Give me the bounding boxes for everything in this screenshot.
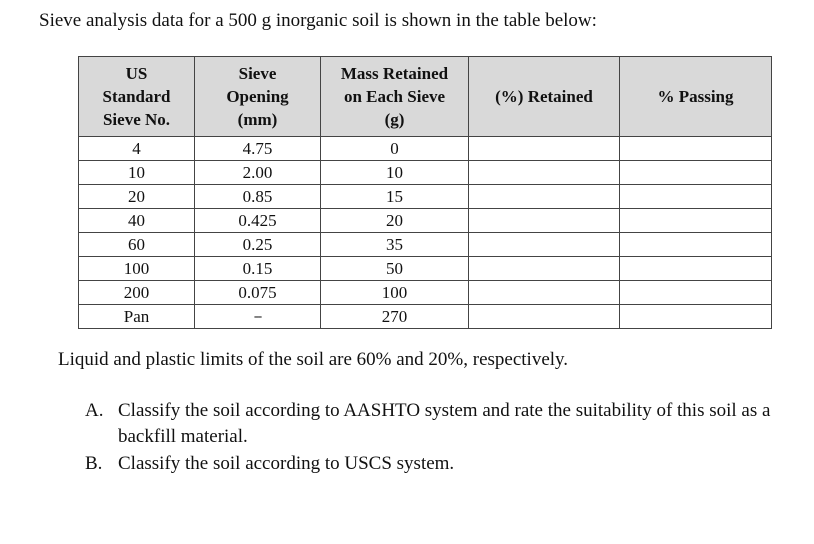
table-header-row [79, 57, 772, 137]
header-line: Mass Retained [340, 64, 449, 83]
question-list [82, 398, 802, 478]
percent-retained-cell [469, 281, 620, 305]
sieve-no-cell: 40 [79, 209, 195, 233]
table-row [79, 305, 772, 329]
sieve-no-cell: 20 [79, 185, 195, 209]
mass-retained-cell: 100 [321, 281, 469, 305]
sieve-opening-cell: 0.075 [195, 281, 321, 305]
question-item [82, 398, 802, 450]
percent-retained-cell [469, 161, 620, 185]
header-line: % Passing [657, 87, 734, 106]
percent-passing-cell [620, 257, 772, 281]
sieve-no-cell: Pan [79, 305, 195, 329]
table-row [79, 209, 772, 233]
sieve-opening-cell: 4.75 [195, 137, 321, 161]
header-sieve-opening [195, 57, 321, 137]
percent-passing-cell [620, 305, 772, 329]
percent-passing-cell [620, 137, 772, 161]
header-line: (mm) [237, 110, 278, 129]
sieve-opening-cell: -- [195, 305, 321, 329]
header-line: Sieve No. [102, 110, 171, 129]
mass-retained-cell: 15 [321, 185, 469, 209]
sieve-no-cell: 10 [79, 161, 195, 185]
header-line: on Each Sieve [343, 87, 446, 106]
sieve-no-cell: 60 [79, 233, 195, 257]
header-percent-retained [469, 57, 620, 137]
header-sieve-no [79, 57, 195, 137]
sieve-analysis-table [78, 56, 772, 329]
sieve-opening-cell: 0.85 [195, 185, 321, 209]
mass-retained-cell: 10 [321, 161, 469, 185]
sieve-no-cell: 200 [79, 281, 195, 305]
table-row [79, 233, 772, 257]
header-line: Standard [102, 87, 171, 106]
sieve-opening-cell: 0.15 [195, 257, 321, 281]
intro-text: Sieve analysis data for a 500 g inorganic soil is shown in the table below: [39, 10, 597, 31]
percent-passing-cell [620, 209, 772, 233]
limits-text: Liquid and plastic limits of the soil are 60% and 20%, respectively. [58, 349, 569, 370]
header-line: (%) Retained [495, 87, 593, 106]
header-mass-retained [321, 57, 469, 137]
question-letter: B. [85, 453, 103, 474]
question-item [82, 451, 802, 477]
header-line: (g) [384, 110, 405, 129]
percent-passing-cell [620, 281, 772, 305]
percent-retained-cell [469, 137, 620, 161]
question-letter: A. [85, 400, 104, 421]
header-line: US [125, 64, 148, 83]
table-row [79, 161, 772, 185]
question-text: Classify the soil according to AASHTO system and rate the suitability of this soil as a backfill material. [118, 400, 771, 447]
table-row [79, 137, 772, 161]
percent-passing-cell [620, 233, 772, 257]
table-row [79, 281, 772, 305]
table-row [79, 185, 772, 209]
table-row [79, 257, 772, 281]
header-line: Sieve [238, 64, 277, 83]
sieve-opening-cell: 0.425 [195, 209, 321, 233]
percent-passing-cell [620, 185, 772, 209]
header-percent-passing [620, 57, 772, 137]
percent-retained-cell [469, 305, 620, 329]
sieve-no-cell: 4 [79, 137, 195, 161]
percent-retained-cell [469, 257, 620, 281]
sieve-opening-cell: 2.00 [195, 161, 321, 185]
percent-retained-cell [469, 233, 620, 257]
sieve-opening-cell: 0.25 [195, 233, 321, 257]
sieve-no-cell: 100 [79, 257, 195, 281]
mass-retained-cell: 0 [321, 137, 469, 161]
percent-retained-cell [469, 185, 620, 209]
percent-retained-cell [469, 209, 620, 233]
mass-retained-cell: 50 [321, 257, 469, 281]
question-text: Classify the soil according to USCS system. [118, 453, 455, 474]
mass-retained-cell: 270 [321, 305, 469, 329]
mass-retained-cell: 20 [321, 209, 469, 233]
mass-retained-cell: 35 [321, 233, 469, 257]
percent-passing-cell [620, 161, 772, 185]
header-line: Opening [226, 87, 289, 106]
